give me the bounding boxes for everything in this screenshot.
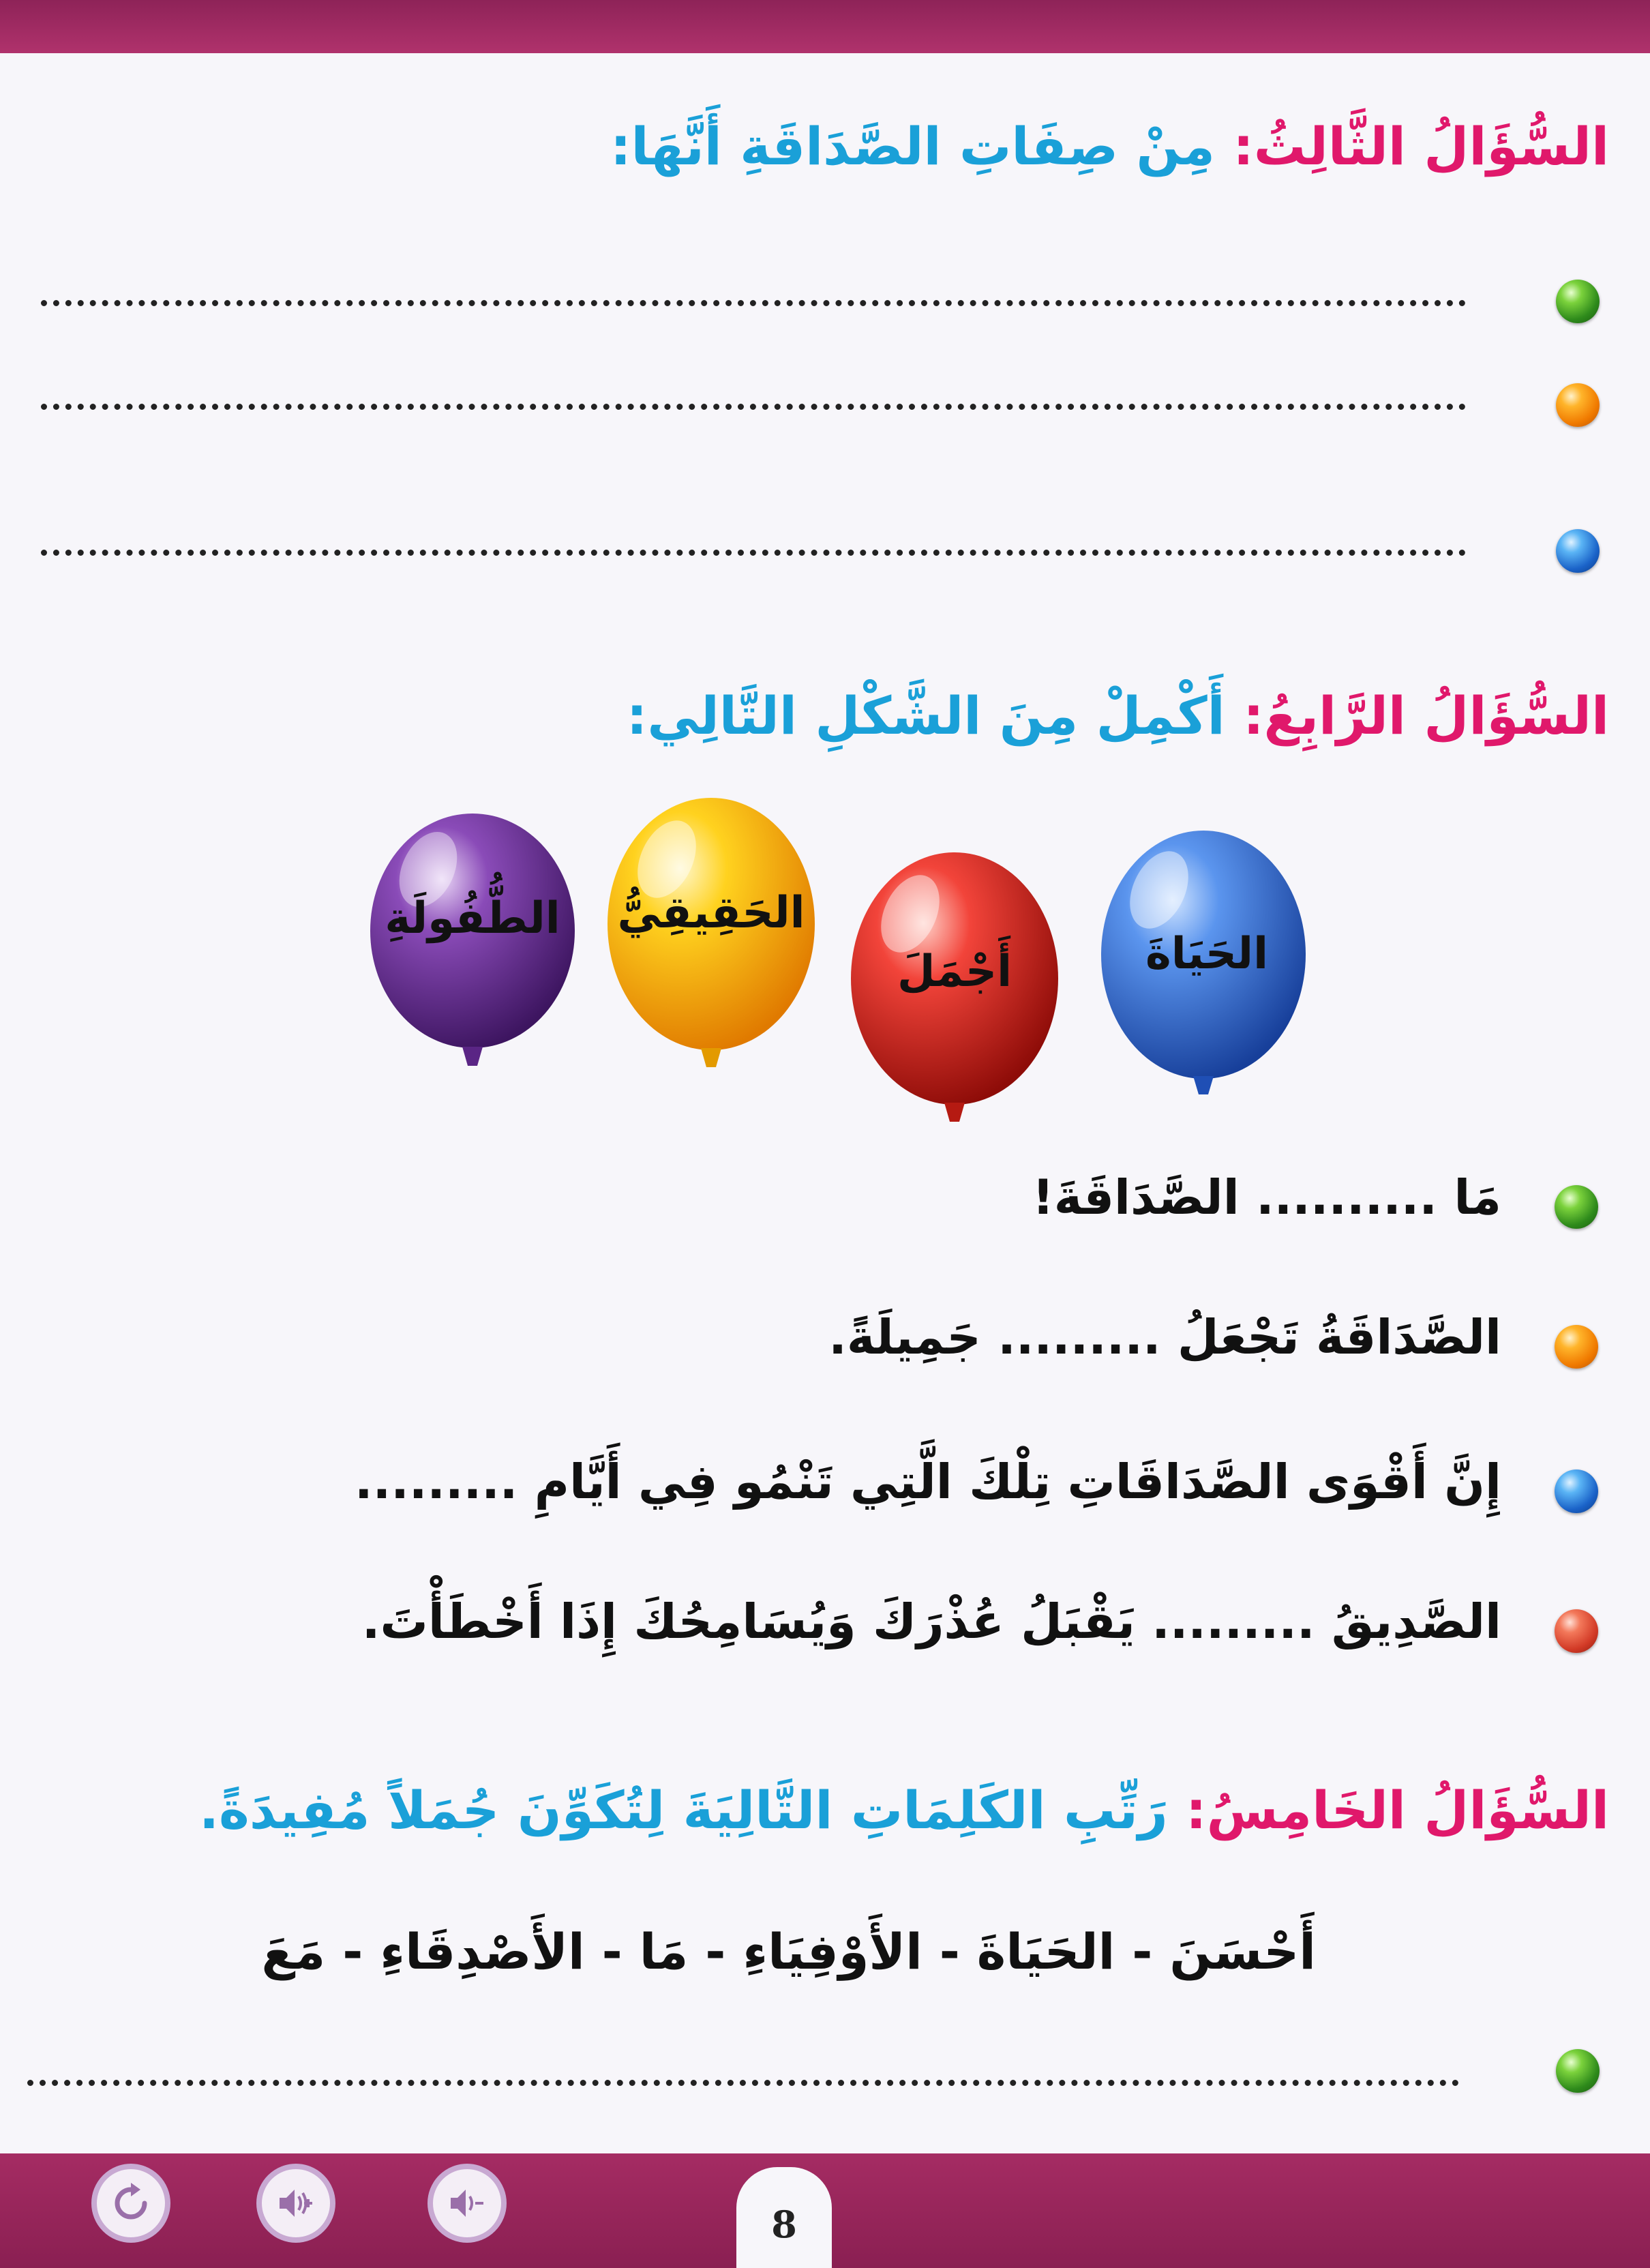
- question-3-colon: :: [1233, 116, 1254, 177]
- orange-bullet-icon: [1555, 1325, 1598, 1369]
- balloon-word-1: الحَيَاةَ: [1145, 929, 1269, 979]
- volume-down-button[interactable]: [427, 2164, 507, 2243]
- answer-line-3[interactable]: [41, 550, 1466, 556]
- fill-sentence-3: إِنَّ أَقْوَى الصَّدَاقَاتِ تِلْكَ الَّتِي تَنْمُو فِي أَيَّامِ .........: [355, 1454, 1501, 1510]
- question-5-colon: :: [1186, 1780, 1207, 1840]
- question-4-colon: :: [1243, 685, 1264, 746]
- volume-up-icon: [275, 2183, 316, 2224]
- fill-sentence-1: مَا .......... الصَّدَاقَةَ!: [1032, 1169, 1501, 1225]
- top-border: [0, 0, 1650, 53]
- green-bullet-icon: [1555, 1185, 1598, 1229]
- question-3-prompt: مِنْ صِفَاتِ الصَّدَاقَةِ أَنَّهَا:: [610, 116, 1215, 177]
- balloon-red-icon: [842, 849, 1067, 1159]
- balloon-yellow-icon: [599, 794, 824, 1105]
- fill-sentence-2: الصَّدَاقَةُ تَجْعَلُ ......... جَمِيلَةً.: [828, 1309, 1501, 1365]
- question-4-heading: [627, 685, 1609, 746]
- question-3-label: السُّؤَالُ الثَّالِثُ: [1253, 116, 1609, 177]
- question-5-label: السُّؤَالُ الخَامِسُ: [1206, 1780, 1609, 1840]
- replay-icon: [110, 2183, 151, 2224]
- red-bullet-icon: [1555, 1609, 1598, 1653]
- question-4-prompt: أَكْمِلْ مِنَ الشَّكْلِ التَّالِي:: [626, 685, 1225, 746]
- balloon-word-3: الحَقِيقِيُّ: [617, 888, 805, 938]
- volume-up-button[interactable]: [256, 2164, 335, 2243]
- question-4-label: السُّؤَالُ الرَّابِعُ: [1263, 685, 1609, 746]
- blue-bullet-icon: [1555, 1469, 1598, 1513]
- question-5-prompt: رَتِّبِ الكَلِمَاتِ التَّالِيَةَ لِتُكَوِّنَ جُمَلاً مُفِيدَةً.: [199, 1780, 1168, 1840]
- blue-bullet-icon: [1556, 529, 1600, 573]
- green-bullet-icon: [1556, 2049, 1600, 2093]
- scrambled-words: أَحْسَنَ - الحَيَاةَ - الأَوْفِيَاءِ - مَا - الأَصْدِقَاءِ - مَعَ: [261, 1923, 1316, 1980]
- question-5-heading: [199, 1780, 1609, 1840]
- answer-line-2[interactable]: [41, 404, 1466, 410]
- page-number: 8: [771, 2203, 797, 2246]
- balloon-word-2: أَجْمَلَ: [897, 946, 1012, 997]
- orange-bullet-icon: [1556, 383, 1600, 427]
- question-3-heading: [610, 116, 1609, 177]
- volume-down-icon: [447, 2183, 487, 2224]
- answer-line-1[interactable]: [41, 300, 1466, 306]
- balloon-word-4: الطُّفُولَةِ: [385, 893, 560, 944]
- replay-button[interactable]: [91, 2164, 170, 2243]
- green-bullet-icon: [1556, 280, 1600, 323]
- answer-line-4[interactable]: [27, 2080, 1459, 2086]
- balloon-purple-icon: [360, 808, 585, 1094]
- fill-sentence-4: الصَّدِيقُ ......... يَقْبَلُ عُذْرَكَ وَيُسَامِحُكَ إِذَا أَخْطَأْتَ.: [361, 1594, 1501, 1650]
